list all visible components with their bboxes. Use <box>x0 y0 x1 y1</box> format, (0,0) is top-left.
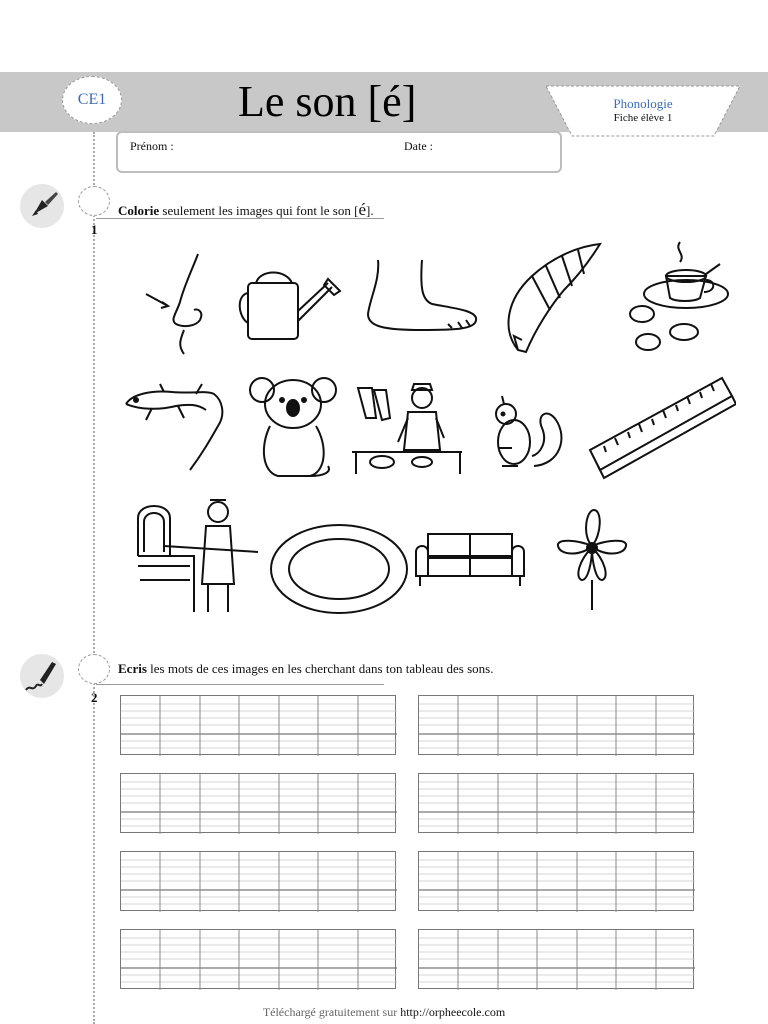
instruction-underline <box>96 218 384 219</box>
grid-lines <box>121 696 397 756</box>
writing-grid[interactable] <box>120 773 396 833</box>
grid-lines <box>419 774 695 834</box>
pen-icon <box>20 654 64 698</box>
writing-grid[interactable] <box>418 695 694 755</box>
ruler-picture[interactable] <box>586 374 736 484</box>
butcher-picture[interactable] <box>352 378 464 478</box>
footer-text: Téléchargé gratuitement sur <box>262 1005 401 1019</box>
grid-lines <box>121 852 397 912</box>
exercise-number: 2 <box>91 690 98 705</box>
nose-picture[interactable] <box>140 250 215 360</box>
exercise2-instruction <box>118 661 493 677</box>
grid-lines <box>121 774 397 834</box>
exercise-bubble <box>78 654 110 684</box>
instruction-end: ]. <box>366 203 374 218</box>
grid-lines <box>419 852 695 912</box>
instruction-sound: é <box>358 200 366 219</box>
exercise-number: 1 <box>91 222 98 237</box>
koala-picture[interactable] <box>248 376 338 480</box>
level-badge <box>62 76 122 124</box>
orchid-picture[interactable] <box>552 506 632 612</box>
writing-grid[interactable] <box>418 929 694 989</box>
footer-link[interactable]: http://orpheecole.com <box>400 1005 506 1019</box>
watering-can-picture[interactable] <box>236 265 348 345</box>
paintbrush-icon <box>20 184 64 228</box>
plate-picture[interactable] <box>268 522 410 616</box>
subject-tag <box>544 84 742 140</box>
writing-grid[interactable] <box>120 851 396 911</box>
grid-lines <box>121 930 397 990</box>
page-title: Le son [é] <box>238 77 417 126</box>
baker-picture[interactable] <box>134 496 258 614</box>
instruction-text: seulement les images qui font le son [ <box>159 203 359 218</box>
coffee-picture[interactable] <box>610 236 730 358</box>
date-field-label[interactable]: Date : <box>404 139 433 153</box>
exercise1-instruction <box>118 200 374 220</box>
instruction-verb: Colorie <box>118 203 160 218</box>
sheet-label: Fiche élève 1 <box>613 112 673 124</box>
level-label: CE1 <box>77 91 107 108</box>
grid-lines <box>419 696 695 756</box>
grid-lines <box>419 930 695 990</box>
instruction-underline <box>96 684 384 685</box>
writing-grid[interactable] <box>418 851 694 911</box>
student-info-box <box>116 131 562 173</box>
writing-grid[interactable] <box>418 773 694 833</box>
writing-grid[interactable] <box>120 695 396 755</box>
squirrel-picture[interactable] <box>484 388 568 472</box>
instruction-text: les mots de ces images en les cherchant dans ton tableau des sons. <box>146 661 494 676</box>
subject-label: Phonologie <box>613 96 673 111</box>
foot-picture[interactable] <box>362 258 482 333</box>
lizard-picture[interactable] <box>122 380 232 474</box>
footer <box>0 1005 768 1020</box>
writing-grid[interactable] <box>120 929 396 989</box>
instruction-verb: Ecris <box>118 661 147 676</box>
margin-line <box>93 132 95 1024</box>
sofa-picture[interactable] <box>414 526 526 588</box>
wing-picture[interactable] <box>488 240 606 358</box>
name-field-label[interactable]: Prénom : <box>130 139 174 153</box>
exercise-bubble <box>78 186 110 216</box>
